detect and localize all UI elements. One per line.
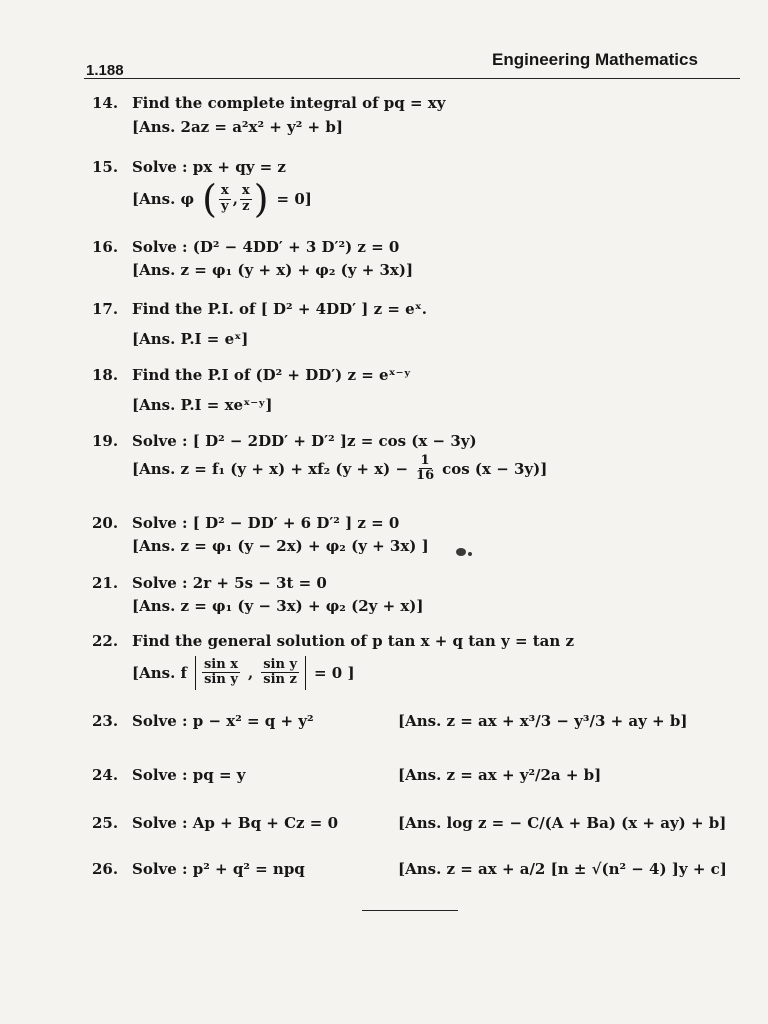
problem-15 — [92, 158, 312, 221]
problem-number: 14. — [92, 94, 119, 112]
problem-21 — [92, 574, 424, 615]
problem-25-answer: [Ans. log z = − C/(A + Ba) (x + ay) + b] — [398, 814, 727, 832]
problem-17 — [92, 300, 427, 348]
problem-answer: [Ans. P.I = xeˣ⁻ʸ] — [132, 396, 273, 414]
answer-suffix: = 0] — [276, 190, 312, 208]
problem-number: 16. — [92, 238, 119, 256]
problem-question: Solve : p² + q² = npq — [132, 860, 305, 878]
fraction: $\frac{\text{sin x}}{\text{sin y}}$ — [203, 657, 238, 688]
problem-answer — [92, 656, 574, 690]
answer-suffix: = 0 ] — [314, 663, 355, 682]
problem-question: Solve : Ap + Bq + Cz = 0 — [132, 814, 339, 832]
problem-25 — [92, 814, 338, 832]
problem-number: 22. — [92, 632, 119, 650]
problem-answer — [92, 177, 312, 221]
problem-16 — [92, 238, 413, 279]
problem-answer: [Ans. z = φ₁ (y + x) + φ₂ (y + 3x)] — [132, 261, 414, 279]
problem-question: Solve : px + qy = z — [132, 158, 286, 176]
problem-question: Solve : [ D² − DD′ + 6 D′² ] z = 0 — [132, 514, 400, 532]
problem-26-answer: [Ans. z = ax + a/2 [n ± √(n² − 4) ]y + c] — [398, 860, 727, 878]
answer-suffix: cos (x − 3y)] — [442, 459, 548, 478]
fraction: $\frac{x}{y}$ — [220, 183, 229, 214]
problem-number: 18. — [92, 366, 119, 384]
problem-number: 17. — [92, 300, 119, 318]
problem-question: Find the P.I of (D² + DD′) z = eˣ⁻ʸ — [132, 366, 411, 384]
problem-question: Solve : p − x² = q + y² — [132, 712, 314, 730]
problem-answer — [92, 454, 547, 484]
problem-number: 24. — [92, 766, 119, 784]
fraction: $\frac{\text{sin y}}{\text{sin z}}$ — [263, 657, 298, 688]
problem-question: Solve : 2r + 5s − 3t = 0 — [132, 574, 327, 592]
problem-answer: [Ans. z = φ₁ (y − 3x) + φ₂ (2y + x)] — [132, 597, 424, 615]
fraction: $\frac{1}{16}$ — [416, 453, 435, 484]
problem-number: 21. — [92, 574, 119, 592]
problem-number: 15. — [92, 158, 119, 176]
problem-18 — [92, 366, 411, 414]
problem-number: 26. — [92, 860, 119, 878]
problem-question: Find the complete integral of pq = xy — [132, 94, 446, 112]
problem-23 — [92, 712, 314, 730]
problem-24-answer: [Ans. z = ax + y²/2a + b] — [398, 766, 602, 784]
answer-prefix: [Ans. φ — [132, 190, 195, 208]
problem-number: 23. — [92, 712, 119, 730]
problem-19 — [92, 432, 547, 484]
answer-prefix: [Ans. f — [132, 663, 187, 682]
problem-question: Find the P.I. of [ D² + 4DD′ ] z = eˣ. — [132, 300, 428, 318]
problem-answer: [Ans. P.I = eˣ] — [132, 330, 249, 348]
answer-prefix: [Ans. z = f₁ (y + x) + xf₂ (y + x) − — [132, 459, 409, 478]
ink-smudge — [456, 548, 466, 556]
fraction-group: ( $\frac{x}{y}$ , $\frac{x}{z}$ ) — [202, 177, 269, 221]
problem-26 — [92, 860, 305, 878]
problem-question: Solve : (D² − 4DD′ + 3 D′²) z = 0 — [132, 238, 400, 256]
problem-question: Solve : [ D² − 2DD′ + D′² ]z = cos (x − 3y) — [132, 432, 477, 450]
header-rule — [84, 78, 740, 79]
ink-smudge — [468, 552, 472, 556]
problem-14 — [92, 94, 445, 136]
problem-22 — [92, 632, 574, 690]
fraction: $\frac{x}{z}$ — [241, 183, 250, 214]
problem-20 — [92, 514, 429, 555]
footer-rule — [362, 910, 458, 911]
problem-23-answer: [Ans. z = ax + x³/3 − y³/3 + ay + b] — [398, 712, 688, 730]
problem-number: 19. — [92, 432, 119, 450]
problem-24 — [92, 766, 245, 784]
problem-answer: [Ans. z = φ₁ (y − 2x) + φ₂ (y + 3x) ] — [132, 537, 429, 555]
problem-number: 20. — [92, 514, 119, 532]
book-title: Engineering Mathematics — [492, 50, 698, 69]
determinant-bracket: $\frac{\text{sin x}}{\text{sin y}}$ , $\frac{\text{sin y}}{\text{sin z}}$ — [195, 656, 306, 690]
problem-question: Solve : pq = y — [132, 766, 246, 784]
problem-number: 25. — [92, 814, 119, 832]
problem-answer: [Ans. 2az = a²x² + y² + b] — [132, 118, 343, 136]
problem-question: Find the general solution of p tan x + q tan y = tan z — [132, 632, 575, 650]
page-number: 1.188 — [86, 62, 124, 79]
